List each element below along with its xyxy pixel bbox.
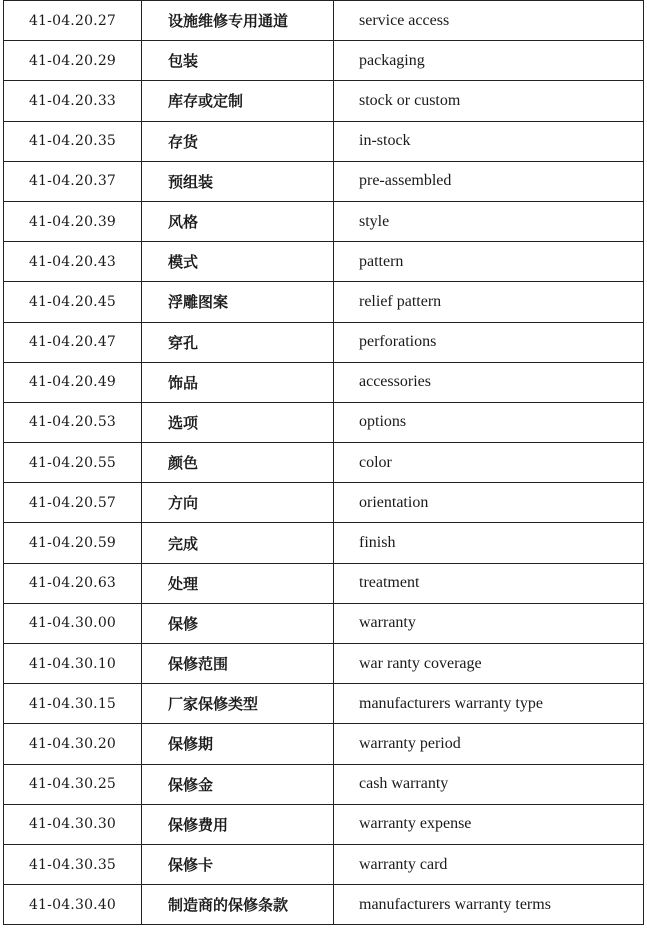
term-chinese-cell: 保修费用 (142, 804, 334, 844)
table-row (4, 483, 644, 523)
term-code-cell: 41-04.30.10 (4, 644, 142, 684)
table-row (4, 201, 644, 241)
table-row (4, 563, 644, 603)
term-code-cell: 41-04.20.63 (4, 563, 142, 603)
term-chinese-cell: 设施维修专用通道 (142, 1, 334, 41)
table-row (4, 804, 644, 844)
term-chinese-cell: 选项 (142, 402, 334, 442)
term-chinese-cell: 方向 (142, 483, 334, 523)
term-chinese-cell: 厂家保修类型 (142, 684, 334, 724)
table-row (4, 81, 644, 121)
term-chinese-cell: 库存或定制 (142, 81, 334, 121)
term-chinese-cell: 模式 (142, 242, 334, 282)
term-code-cell: 41-04.30.30 (4, 804, 142, 844)
term-english-cell: cash warranty (334, 764, 644, 804)
term-english-cell: manufacturers warranty type (334, 684, 644, 724)
term-code-cell: 41-04.30.25 (4, 764, 142, 804)
table-row (4, 844, 644, 884)
term-english-cell: finish (334, 523, 644, 563)
table-row (4, 402, 644, 442)
table-row (4, 282, 644, 322)
table-row (4, 764, 644, 804)
term-chinese-cell: 穿孔 (142, 322, 334, 362)
term-code-cell: 41-04.20.27 (4, 1, 142, 41)
table-row (4, 724, 644, 764)
term-english-cell: relief pattern (334, 282, 644, 322)
term-english-cell: style (334, 201, 644, 241)
term-chinese-cell: 保修期 (142, 724, 334, 764)
term-english-cell: color (334, 443, 644, 483)
term-code-cell: 41-04.20.29 (4, 41, 142, 81)
term-english-cell: stock or custom (334, 81, 644, 121)
table-row (4, 644, 644, 684)
term-chinese-cell: 保修范围 (142, 644, 334, 684)
table-row (4, 684, 644, 724)
term-code-cell: 41-04.20.49 (4, 362, 142, 402)
term-english-cell: warranty (334, 603, 644, 643)
term-code-cell: 41-04.30.35 (4, 844, 142, 884)
term-code-cell: 41-04.20.43 (4, 242, 142, 282)
table-row (4, 523, 644, 563)
term-chinese-cell: 制造商的保修条款 (142, 885, 334, 925)
table-row (4, 362, 644, 402)
term-code-cell: 41-04.20.57 (4, 483, 142, 523)
term-english-cell: pattern (334, 242, 644, 282)
table-row (4, 603, 644, 643)
term-english-cell: warranty expense (334, 804, 644, 844)
table-row (4, 885, 644, 925)
term-english-cell: war ranty coverage (334, 644, 644, 684)
terms-table-body (4, 1, 644, 925)
term-code-cell: 41-04.20.59 (4, 523, 142, 563)
table-row (4, 1, 644, 41)
term-english-cell: service access (334, 1, 644, 41)
term-english-cell: pre-assembled (334, 161, 644, 201)
term-english-cell: treatment (334, 563, 644, 603)
term-english-cell: accessories (334, 362, 644, 402)
term-chinese-cell: 包装 (142, 41, 334, 81)
term-chinese-cell: 完成 (142, 523, 334, 563)
term-code-cell: 41-04.20.39 (4, 201, 142, 241)
terms-table (3, 0, 644, 925)
term-english-cell: manufacturers warranty terms (334, 885, 644, 925)
term-code-cell: 41-04.30.20 (4, 724, 142, 764)
term-chinese-cell: 颜色 (142, 443, 334, 483)
term-english-cell: orientation (334, 483, 644, 523)
table-row (4, 322, 644, 362)
term-chinese-cell: 预组装 (142, 161, 334, 201)
term-english-cell: in-stock (334, 121, 644, 161)
term-code-cell: 41-04.20.37 (4, 161, 142, 201)
term-chinese-cell: 保修 (142, 603, 334, 643)
term-code-cell: 41-04.20.55 (4, 443, 142, 483)
term-chinese-cell: 浮雕图案 (142, 282, 334, 322)
term-chinese-cell: 风格 (142, 201, 334, 241)
term-code-cell: 41-04.30.00 (4, 603, 142, 643)
term-english-cell: perforations (334, 322, 644, 362)
table-row (4, 41, 644, 81)
term-english-cell: options (334, 402, 644, 442)
term-english-cell: packaging (334, 41, 644, 81)
table-row (4, 443, 644, 483)
term-chinese-cell: 处理 (142, 563, 334, 603)
term-english-cell: warranty period (334, 724, 644, 764)
table-row (4, 161, 644, 201)
term-english-cell: warranty card (334, 844, 644, 884)
term-code-cell: 41-04.20.47 (4, 322, 142, 362)
table-row (4, 121, 644, 161)
term-code-cell: 41-04.20.53 (4, 402, 142, 442)
table-row (4, 242, 644, 282)
term-code-cell: 41-04.20.45 (4, 282, 142, 322)
term-chinese-cell: 存货 (142, 121, 334, 161)
term-code-cell: 41-04.20.35 (4, 121, 142, 161)
term-chinese-cell: 保修金 (142, 764, 334, 804)
term-code-cell: 41-04.30.40 (4, 885, 142, 925)
term-chinese-cell: 保修卡 (142, 844, 334, 884)
term-chinese-cell: 饰品 (142, 362, 334, 402)
term-code-cell: 41-04.30.15 (4, 684, 142, 724)
term-code-cell: 41-04.20.33 (4, 81, 142, 121)
